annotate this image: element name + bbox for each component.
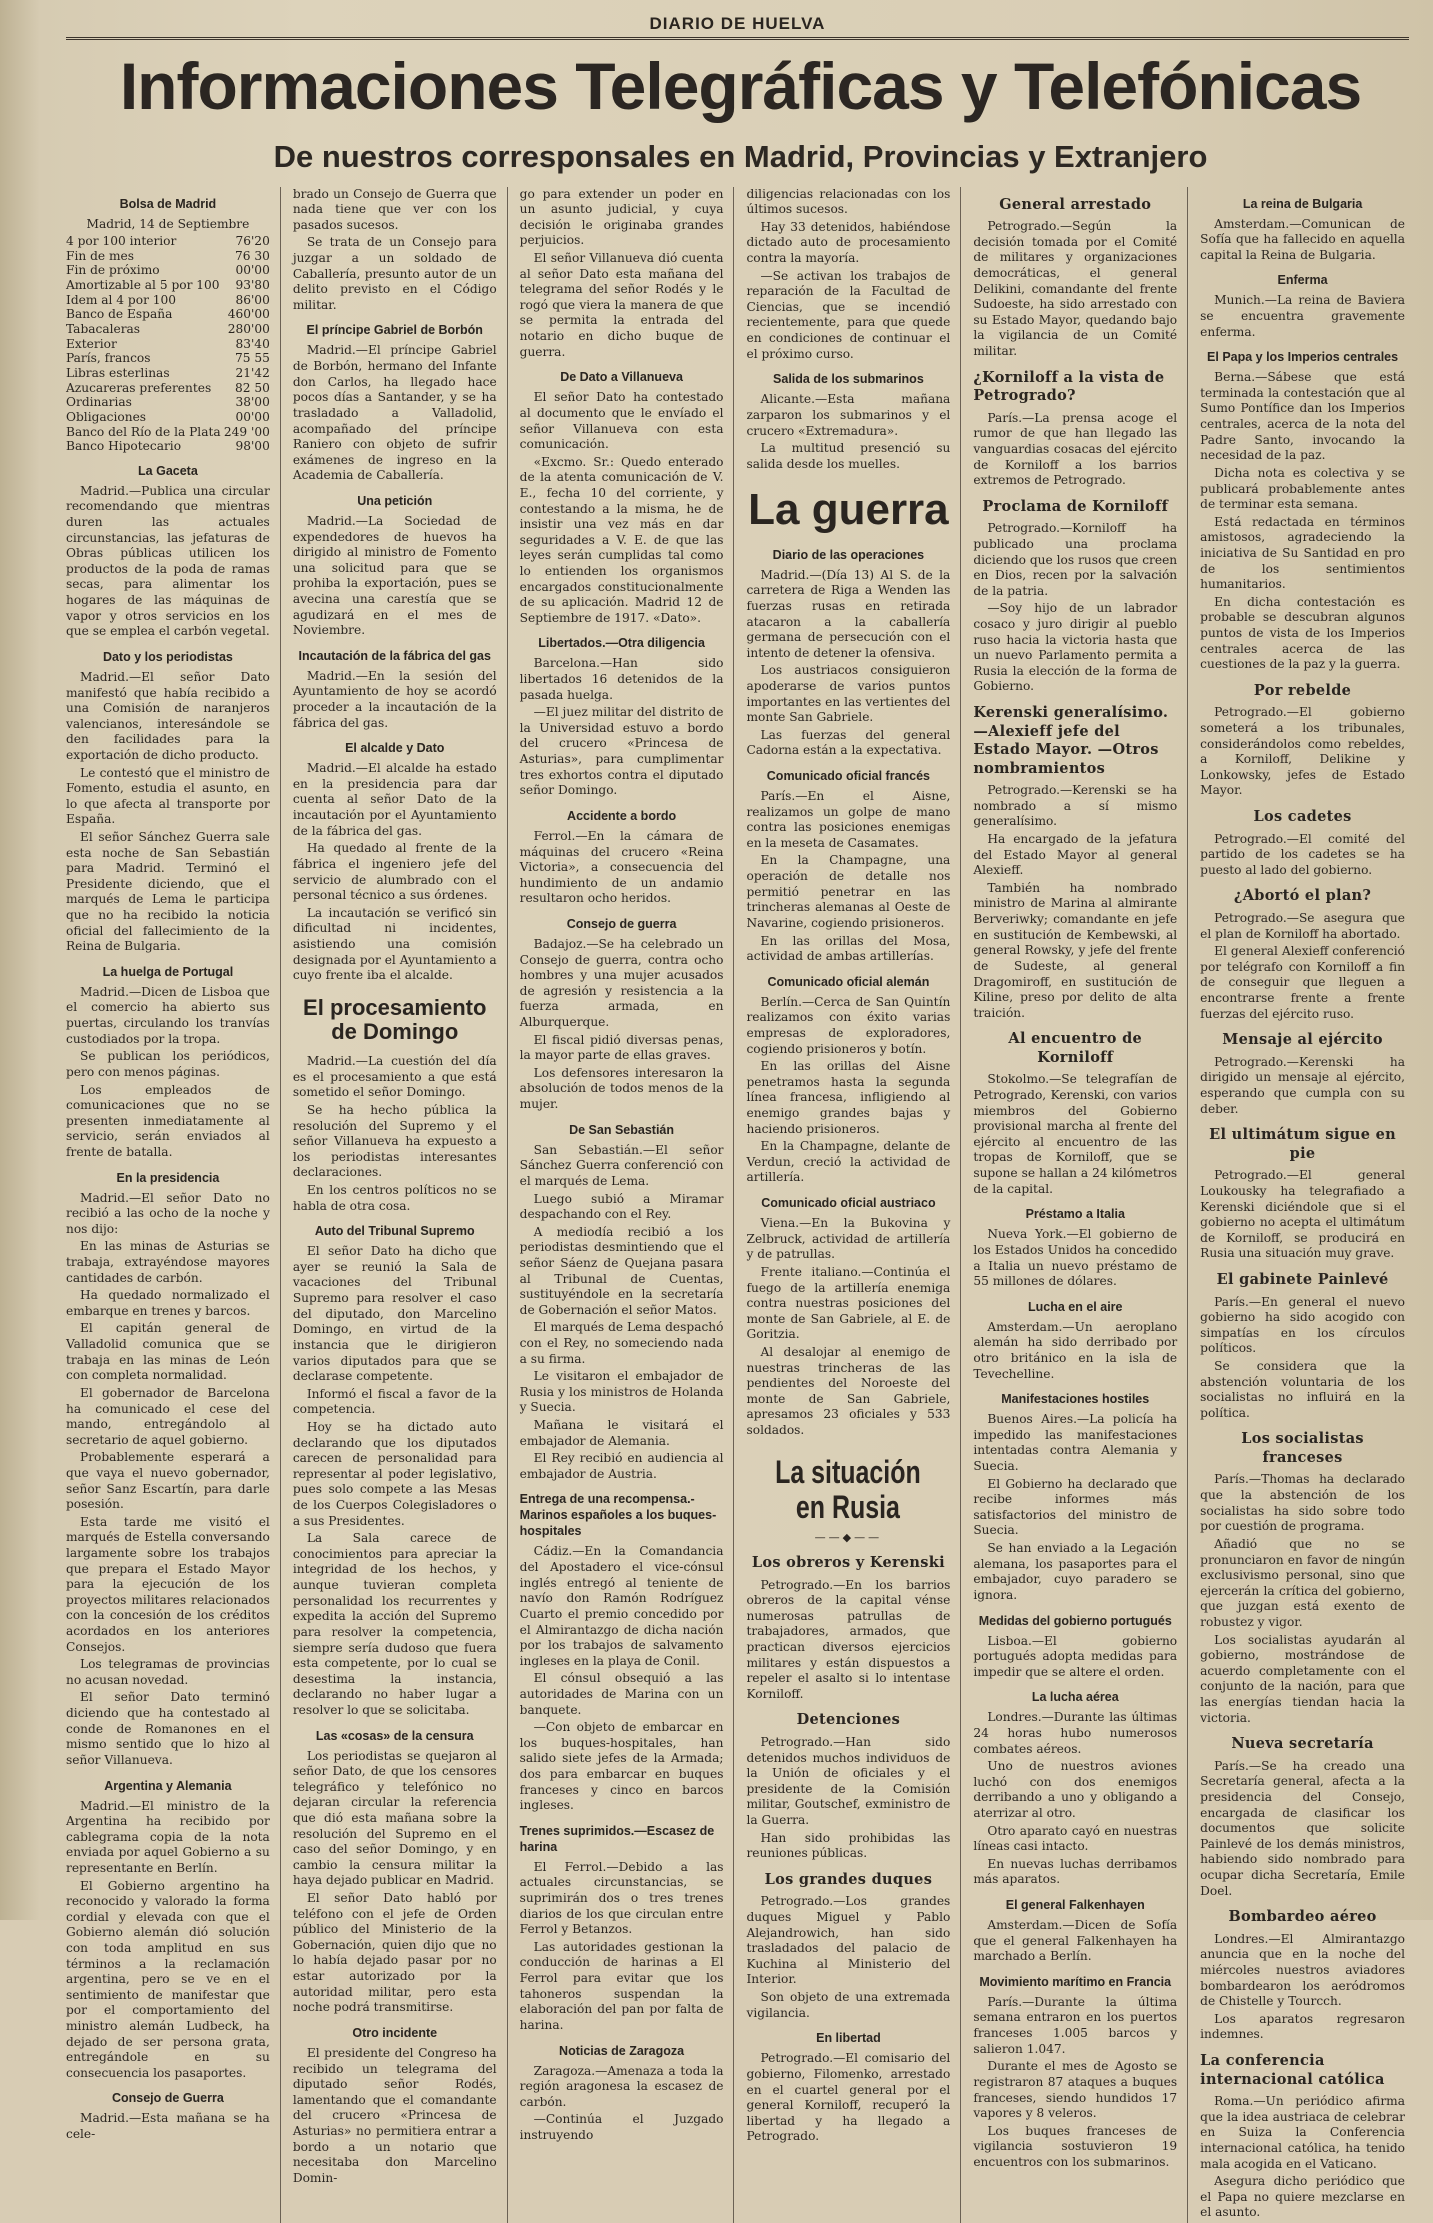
article-paragraph: Hay 33 detenidos, habiéndose dictado auto de procesamiento contra la mayoría. bbox=[746, 219, 951, 266]
masthead: DIARIO DE HUELVA bbox=[66, 14, 1409, 40]
article-paragraph: El señor Sánchez Guerra sale esta noche de San Sebastián para Madrid. Terminó el Presidente diciendo, que el marqués de Lema le participa que no ha recibido la noticia oficial del fallecimiento de la Reina de Bulgaria. bbox=[66, 830, 270, 954]
article-paragraph: Amsterdam.—Comunican de Sofía que ha fallecido en aquella capital la Reina de Bulgaria. bbox=[1200, 216, 1405, 262]
article-paragraph: El presidente del Congreso ha recibido un telegrama del diputado señor Rodés, lamentando que el comandante del crucero «Princesa de Asturias» no permitiera entrar a bordo a un notario que necesitaba don Marcelino Domin- bbox=[292, 2045, 497, 2185]
frances-heading: Comunicado oficial francés bbox=[766, 769, 931, 784]
article-paragraph: París.—Thomas ha declarado que la abstención de los socialistas ha sido sobre todo por cuestión de programa. bbox=[1200, 1472, 1405, 1534]
article-paragraph: Madrid.—La Sociedad de expendedores de huevos ha dirigido al ministro de Fomento una solicitud para que se prohiba la exportación, pues se avecina una carestía que se agudizará en el mes de Noviembre. bbox=[292, 513, 497, 638]
article-paragraph: El Gobierno argentino ha reconocido y valorado la forma cordial y elevada con que el Gobierno alemán dió solución con toda amplitud en sus términos a la reclamación argentina, pero se ve en el sentimiento de manifestar que por el comportamiento del ministro alemán Ludbeck, ha dejado de ser persona grata, entregándole en su consecuencia los pasaportes. bbox=[66, 1878, 270, 2080]
incidente-heading: Otro incidente bbox=[352, 2025, 438, 2040]
recompensa-heading: Entrega de una recompensa.-Marinos españoles a los buques-hospitales bbox=[519, 1492, 717, 1539]
article-paragraph: A mediodía recibió a los periodistas desmintiendo que el señor Sáenz de Quejana pasara al Tribunal de Cuentas, sustituyéndole en la secretaría de Gobernación el señor Matos. bbox=[519, 1224, 724, 1317]
stock-row: Tabacaleras 280'00 bbox=[66, 322, 270, 337]
bolsa-heading: Bolsa de Madrid bbox=[119, 196, 217, 211]
article-paragraph: La incautación se verificó sin dificultad ni incidentes, asistiendo una comisión designada por el Ayuntamiento a cuyo frente iba el alcalde. bbox=[292, 905, 497, 983]
article-paragraph: Berlín.—Cerca de San Quintín realizamos con éxito varias empresas de exploradores, cogiendo prisioneros y botín. bbox=[746, 994, 951, 1056]
article-paragraph: Los socialistas ayudarán al gobierno, mostrándose de acuerdo completamente con el conjunto de la nación, para que las energías tiendan hacia la victoria. bbox=[1200, 1632, 1405, 1725]
stock-row: Azucareras preferentes 82 50 bbox=[66, 380, 270, 395]
article-paragraph: En las minas de Asturias se trabaja, extrayéndose mayores cantidades de carbón. bbox=[66, 1239, 270, 1285]
article-paragraph: Los periodistas se quejaron al señor Dato, de que los censores telegráfico y telefónico no dejaran circular la referencia que dió esta mañana sobre la resolución del Supremo en el caso del señor Domingo, y en cambio la censura militar la haya dejado publicar en Madrid. bbox=[292, 1748, 497, 1888]
article-paragraph: Petrogrado.—Korniloff ha publicado una proclama diciendo que los rusos que creen en Dios, recen por la salvación de la patria. bbox=[973, 521, 1178, 598]
article-paragraph: Barcelona.—Han sido libertados 16 detenidos de la pasada huelga. bbox=[519, 656, 724, 702]
domingo-headline: El procesamiento de Domingo bbox=[303, 994, 487, 1044]
article-paragraph: Se considera que la abstención voluntaria de los socialistas no influirá en la política. bbox=[1200, 1358, 1405, 1420]
article-paragraph: «Excmo. Sr.: Quedo enterado de la atenta comunicación de V. E., fecha 10 del corriente, y contestando a la misma, he de insistir una vez más en dar seguridades a V. E. de que las leyes serán cumplidas tal como lo entienden los organismos encargados constitucionalmente de su aplicación. Madrid 12 de Septiembre de 1917. «Dato». bbox=[519, 454, 724, 625]
mensaje-heading: Mensaje al ejército bbox=[1222, 1031, 1383, 1049]
article-paragraph: El fiscal pidió diversas penas, la mayor parte de ellas graves. bbox=[519, 1032, 724, 1063]
article-paragraph: En las orillas del Mosa, actividad de ambas artillerías. bbox=[746, 933, 951, 964]
gas-heading: Incautación de la fábrica del gas bbox=[298, 648, 491, 663]
stock-row: París, francos 75 55 bbox=[66, 351, 270, 366]
presidencia-heading: En la presidencia bbox=[116, 1170, 220, 1185]
sansebastian-heading: De San Sebastián bbox=[569, 1122, 675, 1137]
papa-heading: El Papa y los Imperios centrales bbox=[1207, 350, 1399, 365]
vista-heading: ¿Korniloff a la vista de Petrogrado? bbox=[973, 368, 1165, 405]
article-paragraph: El Rey recibió en audiencia al embajador de Austria. bbox=[519, 1451, 724, 1481]
article-paragraph: Petrogrado.—Se asegura que el plan de Korniloff ha abortado. bbox=[1200, 910, 1405, 941]
article-paragraph: El cónsul obsequió a las autoridades de Marina con un banquete. bbox=[519, 1671, 724, 1717]
article-paragraph: París.—En el Aisne, realizamos un golpe de mano contra las posiciones enemigas en la meseta de Casamates. bbox=[746, 789, 951, 850]
article-paragraph: Se ha hecho pública la resolución del Supremo y el señor Villanueva ha expuesto a los periodistas interesantes declaraciones. bbox=[292, 1103, 497, 1180]
alcalde-heading: El alcalde y Dato bbox=[345, 741, 445, 756]
article-paragraph: Los aparatos regresaron indemnes. bbox=[1200, 2011, 1405, 2042]
secretaria-heading: Nueva secretaría bbox=[1231, 1735, 1374, 1753]
article-paragraph: Uno de nuestros aviones luchó con dos enemigos derribando a uno y obligando a aterrizar al otro. bbox=[973, 1759, 1178, 1820]
reina-heading: La reina de Bulgaria bbox=[1242, 196, 1363, 211]
article-paragraph: Mañana le visitará el embajador de Alemania. bbox=[519, 1418, 724, 1448]
article-paragraph: El señor Villanueva dió cuenta al señor Dato esta mañana del telegrama del señor Rodés y le rogó que viera la manera de que se permita la entrada del notario en dicho buque de guerra. bbox=[519, 251, 724, 359]
article-paragraph: Madrid.—El alcalde ha estado en la presidencia para dar cuenta al señor Dato de la incautación por el Ayuntamiento de la fábrica del gas. bbox=[292, 761, 497, 838]
article-paragraph: Los telegramas de provincias no acusan novedad. bbox=[66, 1657, 270, 1687]
column-2 bbox=[293, 187, 508, 2223]
article-paragraph: Los buques franceses de vigilancia sostuvieron 19 encuentros con los submarinos. bbox=[973, 2123, 1178, 2169]
page-subtitle: De nuestros corresponsales en Madrid, Provincias y Extranjero bbox=[273, 138, 1208, 174]
socialistas-heading: Los socialistas franceses bbox=[1241, 1430, 1364, 1466]
peticion-heading: Una petición bbox=[357, 493, 433, 508]
obreros-heading: Los obreros y Kerenski bbox=[751, 1554, 945, 1572]
article-paragraph: Madrid.—Publica una circular recomendando que mientras duren las actuales circunstancias, las jefaturas de Obras públicas utilicen los productos de la poda de ramas secas, para alimentar los hogares de las máquinas de vapor y otros servicios en los que se emplea el carbón vegetal. bbox=[66, 483, 270, 639]
gaceta-heading: La Gaceta bbox=[138, 463, 198, 478]
stock-row: Idem al 4 por 100 86'00 bbox=[66, 292, 270, 307]
article-paragraph: Las autoridades gestionan la conducción de harinas a El Ferrol para evitar que los tahoneros suspendan la elaboración del pan por falta de harina. bbox=[519, 1939, 724, 2032]
article-paragraph: Ha encargado de la jefatura del Estado Mayor al general Alexieff. bbox=[973, 832, 1178, 878]
article-paragraph: Luego subió a Miramar despachando con el Rey. bbox=[519, 1191, 724, 1222]
aborto-heading: ¿Abortó el plan? bbox=[1233, 887, 1372, 905]
article-paragraph: Petrogrado.—Los grandes duques Miguel y Pablo Alejandrowich, han sido trasladados del palacio de Kuchina al Ministerio del Interior. bbox=[746, 1894, 951, 1987]
enferma-heading: Enferma bbox=[1277, 273, 1328, 288]
article-paragraph: Lisboa.—El gobierno portugués adopta medidas para impedir que se altere el orden. bbox=[973, 1633, 1178, 1679]
article-paragraph: Londres.—El Almirantazgo anuncia que en la noche del miércoles nuestros aviadores bombardearon los aeródromos de Chistelle y Tourcch. bbox=[1200, 1931, 1405, 2009]
aleman-heading: Comunicado oficial alemán bbox=[767, 974, 930, 989]
article-paragraph: Munich.—La reina de Baviera se encuentra gravemente enferma. bbox=[1200, 293, 1405, 339]
bolsa-date: Madrid, 14 de Septiembre bbox=[86, 216, 250, 231]
article-paragraph: El Gobierno ha declarado que recibe informes más satisfactorios del ministro de Suecia. bbox=[973, 1476, 1178, 1538]
article-paragraph: Se publican los periódicos, pero con menos páginas. bbox=[66, 1049, 270, 1079]
article-paragraph: Madrid.—(Día 13) Al S. de la carretera de Riga a Wenden las fuerzas rusas en retirada atacaron a la caballería germana de persecución con el intento de detener la ofensiva. bbox=[746, 567, 951, 660]
article-paragraph: Petrogrado.—El comité del partido de los cadetes se ha puesto al lado del gobierno. bbox=[1200, 831, 1405, 877]
stock-row: 4 por 100 interior 76'20 bbox=[66, 234, 270, 249]
article-paragraph: La Sala carece de conocimientos para apreciar la integridad de los hechos, y aunque tuvieran completa personalidad los recurrentes y expedita la acción del Supremo para resolver la competencia, siempre sería dudoso que fuera esta competente, por lo cual se desestima la instancia, declarando no haber lugar a resolver lo que se solicitaba. bbox=[292, 1531, 497, 1717]
libertados-heading: Libertados.—Otra diligencia bbox=[538, 636, 705, 651]
article-paragraph: El general Alexieff conferenció por telégrafo con Korniloff a fin de conseguir que lleguen a encontrarse frente a frente fuerzas del ejército ruso. bbox=[1200, 944, 1405, 1021]
supremo-heading: Auto del Tribunal Supremo bbox=[314, 1224, 475, 1239]
article-paragraph: Se trata de un Consejo para juzgar a un soldado de Caballería, presunto autor de un delito previsto en el Código militar. bbox=[292, 235, 497, 312]
article-paragraph: Petrogrado.—En los barrios obreros de la capital vénse numerosas patrullas de trabajadores, armados, que practican diversos ejercicios militares y están dispuestos a repeler el asalto si lo intentase Korniloff. bbox=[746, 1577, 951, 1701]
trenes-heading: Trenes suprimidos.—Escasez de harina bbox=[519, 1823, 715, 1854]
article-paragraph: diligencias relacionadas con los últimos sucesos. bbox=[746, 186, 951, 217]
detenciones-heading: Detenciones bbox=[796, 1711, 901, 1729]
article-columns bbox=[66, 186, 1415, 2220]
article-paragraph: Madrid.—El señor Dato no recibió a las ocho de la noche y nos dijo: bbox=[66, 1190, 270, 1236]
article-paragraph: Dicha nota es colectiva y se publicará probablemente antes de terminar esta semana. bbox=[1200, 465, 1405, 512]
article-paragraph: Viena.—En la Bukovina y Zelbruck, actividad de artillería y de patrullas. bbox=[746, 1216, 951, 1262]
libertad-heading: En libertad bbox=[816, 2031, 881, 2046]
article-paragraph: Durante el mes de Agosto se registraron 87 ataques a buques franceses, siendo hundidos 17 vapores y 8 veleros. bbox=[973, 2059, 1178, 2121]
article-paragraph: El señor Dato ha dicho que ayer se reunió la Sala de vacaciones del Tribunal Supremo para resolver el caso del diputado, don Marcelino Domingo, en virtud de la instancia que le dirigieron varios diputados para que se declarase competente. bbox=[292, 1244, 497, 1384]
guerra-headline: La guerra bbox=[748, 485, 949, 535]
villanueva-heading: De Dato a Villanueva bbox=[560, 370, 683, 385]
article-paragraph: París.—La prensa acoge el rumor de que han llegado las vanguardias cosacas del ejército de Korniloff a los barrios extremos de Petrogrado. bbox=[973, 410, 1178, 488]
article-paragraph: go para extender un poder en un asunto judicial, y cuya decisión le originaba grandes perjuicios. bbox=[519, 186, 724, 248]
article-paragraph: Roma.—Un periódico afirma que la idea austriaca de celebrar en Suiza la Conferencia internacional católica, ha tenido mala acogida en el Vaticano. bbox=[1200, 2094, 1405, 2171]
stock-row: Amortizable al 5 por 100 93'80 bbox=[66, 278, 270, 293]
article-paragraph: brado un Consejo de Guerra que nada tiene que ver con los pasados sucesos. bbox=[292, 186, 497, 232]
italia-heading: Préstamo a Italia bbox=[1025, 1207, 1125, 1222]
diario-heading: Diario de las operaciones bbox=[772, 547, 925, 562]
article-paragraph: La multitud presenció su salida desde los muelles. bbox=[746, 441, 951, 471]
article-paragraph: Informó el fiscal a favor de la competencia. bbox=[292, 1386, 497, 1417]
article-paragraph: Zaragoza.—Amenaza a toda la región aragonesa la escasez de carbón. bbox=[519, 2063, 724, 2109]
article-paragraph: Son objeto de una extremada vigilancia. bbox=[746, 1990, 951, 2020]
column-1 bbox=[66, 187, 281, 2223]
article-paragraph: El señor Dato ha contestado al documento que le envíado el señor Villanueva con esta comunicación. bbox=[519, 390, 724, 452]
stock-row: Banco de España 460'00 bbox=[66, 307, 270, 322]
article-paragraph: Petrogrado.—Kerenski se ha nombrado a sí mismo generalísimo. bbox=[973, 783, 1178, 829]
rebelde-heading: Por rebelde bbox=[1253, 681, 1352, 699]
article-paragraph: París.—En general el nuevo gobierno ha sido acogido con simpatías en los círculos políticos. bbox=[1200, 1294, 1405, 1356]
article-paragraph: París.—Se ha creado una Secretaría general, afecta a la presidencia del Consejo, encargada de clasificar los documentos que solicite Painlevé de los demás ministros, habiendo sido nombrado para ocupar dicha Secretaría, Emile Doel. bbox=[1200, 1758, 1405, 1898]
portugues-heading: Medidas del gobierno portugués bbox=[978, 1613, 1172, 1628]
stock-row: Banco Hipotecario 98'00 bbox=[66, 439, 270, 454]
zaragoza-heading: Noticias de Zaragoza bbox=[559, 2043, 685, 2058]
conferencia-heading: La conferencia internacional católica bbox=[1200, 2052, 1385, 2088]
article-paragraph: Madrid.—El señor Dato manifestó que había recibido a una Comisión de naranjeros valencianos, interesándole se den facilidades para la exportación de dicho producto. bbox=[66, 669, 270, 762]
aire-heading: Lucha en el aire bbox=[1028, 1299, 1123, 1314]
article-paragraph: Madrid.—En la sesión del Ayuntamiento de hoy se acordó proceder a la incautación de la fábrica del gas. bbox=[292, 668, 497, 730]
duques-heading: Los grandes duques bbox=[764, 1870, 933, 1888]
article-paragraph: Ha quedado al frente de la fábrica el ingeniero jefe del servicio de alumbrado con el personal técnico a sus órdenes. bbox=[292, 841, 497, 903]
column-3 bbox=[520, 187, 735, 2223]
aerea-heading: La lucha aérea bbox=[1031, 1690, 1119, 1705]
article-paragraph: Frente italiano.—Continúa el fuego de la artillería enemiga contra nuestras posiciones del monte de San Gabriele, al E. de Goritzia. bbox=[746, 1264, 951, 1342]
article-paragraph: —Se activan los trabajos de reparación de la Facultad de Ciencias, que se incendió recientemente, para que quede en condiciones de continuar el el próximo curso. bbox=[746, 268, 951, 361]
column-5 bbox=[973, 187, 1188, 2223]
article-paragraph: Berna.—Sábese que está terminada la contestación que al Sumo Pontífice dan los Imperios centrales, acerca de la nota del Padre Santo, invocando la necesidad de la paz. bbox=[1200, 370, 1405, 463]
article-paragraph: Madrid.—El príncipe Gabriel de Borbón, hermano del Infante don Carlos, ha llegado hace pocos días a Santander, y se ha trasladado a Valladolid, acompañado del príncipe Raniero con objeto de sufrir exámenes de ingreso en la Academia de Caballería. bbox=[292, 343, 497, 483]
maritimo-heading: Movimiento marítimo en Francia bbox=[979, 1974, 1172, 1989]
article-paragraph: Otro aparato cayó en nuestras líneas casi intacto. bbox=[973, 1823, 1178, 1854]
hostiles-heading: Manifestaciones hostiles bbox=[1001, 1392, 1150, 1407]
censura-heading: Las «cosas» de la censura bbox=[315, 1728, 474, 1743]
article-paragraph: Amsterdam.—Un aeroplano alemán ha sido derribado por otro británico en la isla de Tevechelline. bbox=[973, 1319, 1178, 1381]
submarinos-heading: Salida de los submarinos bbox=[773, 372, 924, 387]
article-paragraph: Ha quedado normalizado el embarque en trenes y barcos. bbox=[66, 1288, 270, 1318]
article-paragraph: Stokolmo.—Se telegrafían de Petrogrado, Kerenski, con varios miembros del Gobierno provisional marcha al frente del ejército al encuentro de las tropas de Korniloff, que se supone se hallan a 24 kilómetros de la capital. bbox=[973, 1072, 1178, 1196]
painleve-heading: El gabinete Painlevé bbox=[1216, 1270, 1389, 1288]
encuentro-heading: Al encuentro de Korniloff bbox=[1008, 1030, 1143, 1066]
article-paragraph: Madrid.—El ministro de la Argentina ha recibido por cablegrama copia de la nota enviada por aquel Gobierno a su representante en Berlín. bbox=[66, 1798, 270, 1875]
article-paragraph: Esta tarde me visitó el marqués de Estella conversando largamente sobre los trabajos que prepara el Estado Mayor para la ejecución de los proyectos militares relacionados con la concesión de los créditos acordados en los anteriores Consejos. bbox=[66, 1514, 270, 1654]
article-paragraph: Petrogrado.—El comisario del gobierno, Filomenko, arrestado en el cuartel general por el general Korniloff, recuperó la libertad y ha llegado a Petrogrado. bbox=[746, 2051, 951, 2144]
consejo-heading: Consejo de Guerra bbox=[111, 2091, 224, 2106]
article-paragraph: En las orillas del Aisne penetramos hasta la segunda línea francesa, infligiendo al enemigo grandes bajas y haciendo prisioneros. bbox=[746, 1059, 951, 1136]
stock-table bbox=[66, 234, 270, 454]
cguerra-heading: Consejo de guerra bbox=[566, 916, 677, 931]
dato-heading: Dato y los periodistas bbox=[102, 649, 233, 664]
stock-row: Obligaciones 00'00 bbox=[66, 409, 270, 424]
article-paragraph: En la Champagne, delante de Verdun, creció la actividad de artillería. bbox=[746, 1139, 951, 1185]
article-paragraph: En dicha contestación es probable se descubran algunos puntos de vista de los Imperios centrales acerca de las cuestiones de la paz y la guerra. bbox=[1200, 594, 1405, 672]
article-paragraph: Petrogrado.—El gobierno someterá a los tribunales, considerándolos como rebeldes, a Korniloff, Delikine y Lonkowsky, jefes de Estado Mayor. bbox=[1200, 705, 1405, 798]
article-paragraph: Hoy se ha dictado auto declarando que los diputados carecen de personalidad para representar al poder legislativo, pues solo compete a las Mesas de los Cuerpos Colegisladores o a sus Presidentes. bbox=[292, 1419, 497, 1528]
article-paragraph: Se han enviado a la Legación alemana, los pasaportes para el embajador, cuyo paradero se ignora. bbox=[973, 1541, 1178, 1602]
article-paragraph: Al desalojar al enemigo de nuestras trincheras de las pendientes del Noroeste del monte de San Gabriele, apresamos 23 oficiales y 533 soldados. bbox=[746, 1344, 951, 1437]
article-paragraph: Probablemente esperará a que vaya el nuevo gobernador, señor Sanz Escartín, para darle posesión. bbox=[66, 1450, 270, 1512]
article-paragraph: San Sebastián.—El señor Sánchez Guerra conferenció con el marqués de Lema. bbox=[519, 1142, 724, 1188]
article-paragraph: Petrogrado.—Han sido detenidos muchos individuos de la Unión de oficiales y el presidente de la Comisión militar, Goutschef, exministro de la Guerra. bbox=[746, 1735, 951, 1828]
proclama-heading: Proclama de Korniloff bbox=[982, 497, 1169, 515]
article-paragraph: París.—Durante la última semana entraron en los puertos franceses 1.005 barcos y salieron 1.047. bbox=[973, 1994, 1178, 2056]
ornament-divider-icon: ——◆—— bbox=[814, 1530, 883, 1544]
article-paragraph: El señor Dato habló por teléfono con el jefe de Orden público del Ministerio de la Gobernación, quien dijo que no lo había dejado pasar por no estar autorizado por la autoridad militar, pero esta noche podrá transmitirse. bbox=[292, 1891, 497, 2015]
arrestado-heading: General arrestado bbox=[999, 195, 1152, 213]
bombardeo-heading: Bombardeo aéreo bbox=[1228, 1908, 1377, 1926]
article-paragraph: Buenos Aires.—La policía ha impedido las manifestaciones intentadas contra Alemania y Suecia. bbox=[973, 1412, 1178, 1474]
article-paragraph: Madrid.—La cuestión del día es el procesamiento a que está sometido el señor Domingo. bbox=[292, 1054, 497, 1100]
article-paragraph: Ferrol.—En la cámara de máquinas del crucero «Reina Victoria», a consecuencia del hundimiento de un andamio resultaron ocho heridos. bbox=[519, 828, 724, 906]
article-paragraph: Petrogrado.—El general Loukousky ha telegrafiado a Kerenski diciéndole que si el gobierno no acepta el ultimátum de Korniloff, se producirá en Rusia una situación muy grave. bbox=[1200, 1168, 1405, 1261]
column-4 bbox=[746, 187, 961, 2223]
stock-row: Fin de próximo 00'00 bbox=[66, 263, 270, 278]
article-paragraph: —El juez militar del distrito de la Universidad estuvo a bordo del crucero «Princesa de Asturias», para cumplimentar tres exhortos contra el diputado señor Domingo. bbox=[519, 705, 724, 798]
kerenski-heading: Kerenski generalísimo.—Alexieff jefe del Estado Mayor. —Otros nombramientos bbox=[973, 704, 1169, 777]
article-paragraph: Añadió que no se pronunciaron en favor de ningún exclusivismo personal, sino que ejercerán la crítica del gobierno, que juzgan está exento de robustez y vigor. bbox=[1200, 1536, 1405, 1629]
huelga-heading: La huelga de Portugal bbox=[102, 964, 234, 979]
falkenhayen-heading: El general Falkenhayen bbox=[1005, 1898, 1145, 1913]
article-paragraph: En los centros políticos no se habla de otra cosa. bbox=[292, 1183, 497, 1213]
article-paragraph: Alicante.—Esta mañana zarparon los submarinos y el crucero «Extremadura». bbox=[746, 392, 951, 438]
article-paragraph: El Ferrol.—Debido a las actuales circunstancias, se suprimirán dos o tres trenes diarios de los que circulan entre Ferrol y Betanzos. bbox=[519, 1859, 724, 1937]
article-paragraph: El capitán general de Valladolid comunica que se trabaja en las minas de León con completa normalidad. bbox=[66, 1321, 270, 1383]
article-paragraph: Los austriacos consiguieron apoderarse de varios puntos importantes en las vertientes del monte San Gabriele. bbox=[746, 663, 951, 725]
austriaco-heading: Comunicado oficial austriaco bbox=[761, 1196, 936, 1211]
article-paragraph: Petrogrado.—Según la decisión tomada por el Comité de militares y organizaciones democráticas, el general Delikini, comandante del frente Sudoeste, ha sido arrestado con su Estado Mayor, quedando bajo la vigilancia de un Comité militar. bbox=[973, 219, 1178, 359]
stock-row: Fin de mes 76 30 bbox=[66, 248, 270, 263]
accidente-heading: Accidente a bordo bbox=[567, 808, 677, 823]
page-title: Informaciones Telegráficas y Telefónicas bbox=[119, 49, 1362, 123]
article-paragraph: Madrid.—Dicen de Lisboa que el comercio ha abierto sus puertas, circulando los tranvías custodiados por la tropa. bbox=[66, 984, 270, 1046]
article-paragraph: Nueva York.—El gobierno de los Estados Unidos ha concedido a Italia un nuevo préstamo de 55 millones de dólares. bbox=[973, 1227, 1178, 1289]
article-paragraph: Está redactada en términos amistosos, agradeciendo la iniciativa de Su Santidad en pro de los sentimientos humanitarios. bbox=[1200, 514, 1405, 592]
article-paragraph: Las fuerzas del general Cadorna están a la expectativa. bbox=[746, 727, 951, 758]
stock-row: Exterior 83'40 bbox=[66, 336, 270, 351]
article-paragraph: Los defensores interesaron la absolución de todos menos de la mujer. bbox=[519, 1065, 724, 1112]
article-paragraph: —Continúa el Juzgado instruyendo bbox=[519, 2112, 724, 2142]
article-paragraph: El marqués de Lema despachó con el Rey, no someciendo nada a su firma. bbox=[519, 1320, 724, 1366]
argentina-heading: Argentina y Alemania bbox=[104, 1778, 232, 1793]
article-paragraph: Cádiz.—En la Comandancia del Apostadero el vice-cónsul inglés entregó al teniente de navío don Ramón Rodríguez Cuarto el premio concedido por el Almirantazgo de dicha nación por los trabajos de salvamento ingleses en la playa de Conil. bbox=[519, 1544, 724, 1668]
article-paragraph: Han sido prohibidas las reuniones públicas. bbox=[746, 1830, 951, 1861]
stock-row: Banco del Río de la Plata 249 '00 bbox=[66, 424, 270, 439]
article-paragraph: —Con objeto de embarcar en los buques-hospitales, han salido siete jefes de la Armada; dos para embarcar en buques franceses y cinco en barcos ingleses. bbox=[519, 1720, 724, 1813]
article-paragraph: Los empleados de comunicaciones que no se presenten inmediatamente al servicio, serán enviados al frente de batalla. bbox=[66, 1082, 270, 1159]
article-paragraph: También ha nombrado ministro de Marina al almirante Berveriwky; comandante en jefe en sustitución de Kembewski, al general Rowsky, y jefe del frente de Sudeste, al general Dragomiroff, en sustitución de Kiline, preso por delito de alta traición. bbox=[973, 880, 1178, 1020]
article-paragraph: —Soy hijo de un labrador cosaco y juro dirigir al pueblo ruso hacia la victoria hasta que un nuevo Parlamento permita a Rusia la elección de la forma de Gobierno. bbox=[973, 601, 1178, 694]
article-paragraph: Le visitaron el embajador de Rusia y los ministros de Holanda y Suecia. bbox=[519, 1369, 724, 1415]
rusia-headline: La situación en Rusia bbox=[775, 1453, 922, 1525]
article-paragraph: Madrid.—Esta mañana se ha cele- bbox=[66, 2111, 270, 2142]
article-paragraph: En la Champagne, una operación de detalle nos permitió penetrar en las trincheras alemanas al Oeste de Navarine, cogiendo prisioneros. bbox=[746, 853, 951, 930]
ultimatum-heading: El ultimátum sigue en pie bbox=[1209, 1126, 1397, 1162]
stock-row: Ordinarias 38'00 bbox=[66, 395, 270, 410]
borbon-heading: El príncipe Gabriel de Borbón bbox=[306, 323, 483, 338]
article-paragraph: El señor Dato terminó diciendo que ha contestado al conde de Romanones en el mismo sentido que lo hizo al señor Villanueva. bbox=[66, 1690, 270, 1767]
article-paragraph: Badajoz.—Se ha celebrado un Consejo de guerra, contra ocho hombres y una mujer acusados de agresión y resistencia a la fuerza armada, en Alburquerque. bbox=[519, 936, 724, 1030]
article-paragraph: Le contestó que el ministro de Fomento, estudia el asunto, en lo que afecta al transporte por España. bbox=[66, 765, 270, 827]
article-paragraph: Petrogrado.—Kerenski ha dirigido un mensaje al ejército, esperando que cumpla con su deber. bbox=[1200, 1054, 1405, 1116]
article-paragraph: En nuevas luchas derribamos más aparatos. bbox=[973, 1856, 1178, 1887]
cadetes-heading: Los cadetes bbox=[1253, 808, 1352, 826]
stock-row: Libras esterlinas 21'42 bbox=[66, 365, 270, 380]
column-6 bbox=[1200, 187, 1415, 2223]
article-paragraph: Londres.—Durante las últimas 24 horas hubo numerosos combates aéreos. bbox=[973, 1710, 1178, 1756]
article-paragraph: Amsterdam.—Dicen de Sofía que el general Falkenhayen ha marchado a Berlín. bbox=[973, 1918, 1178, 1964]
article-paragraph: El gobernador de Barcelona ha comunicado el cese del mando, entregándolo al secretario de aquel gobierno. bbox=[66, 1385, 270, 1447]
article-paragraph: Asegura dicho periódico que el Papa no quiere mezclarse en el asunto. bbox=[1200, 2174, 1405, 2220]
